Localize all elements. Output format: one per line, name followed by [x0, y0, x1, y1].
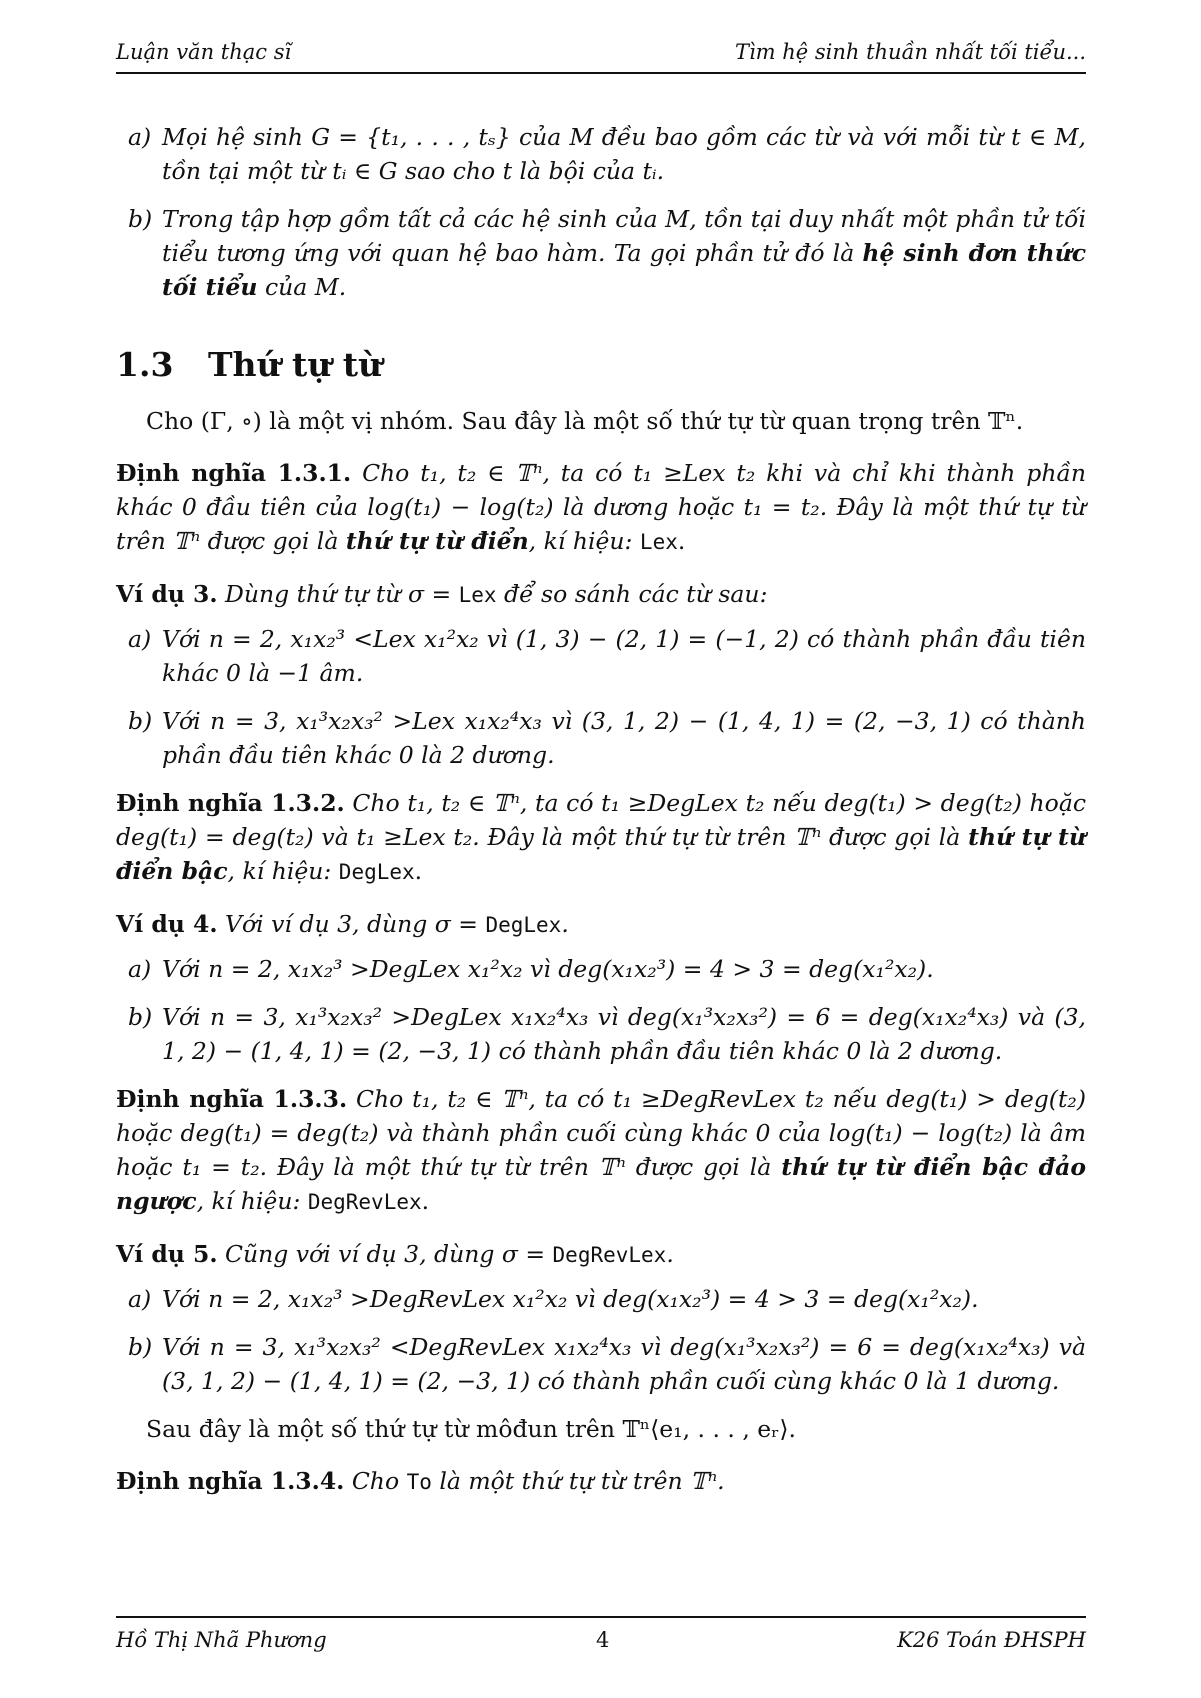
item-label: a): [128, 625, 152, 653]
section-number: 1.3: [116, 345, 174, 384]
example-head: Ví dụ 4.: [116, 910, 218, 938]
definition-head: Định nghĩa 1.3.3.: [116, 1085, 348, 1113]
definition-term: thứ tự từ điển bậc đảo ngược: [116, 1153, 1087, 1215]
definition-text-pre: Cho t₁, t₂ ∈ 𝕋ⁿ, ta có t₁ ≥DegRevLex t₂ nếu deg(t₁) > deg(t₂) hoặc deg(t₁) = deg(t₂) và thành phần cuối cùng khác 0 của log(t₁) − log(t₂) là âm hoặc t₁ = t₂. Đây là một thứ tự từ trên 𝕋ⁿ được gọi là: [116, 1085, 1087, 1181]
definition-text-pre: Cho: [344, 1467, 407, 1495]
item-text-post: của M.: [257, 273, 347, 301]
example-text-post: .: [666, 1240, 674, 1268]
example-text-post: để so sánh các từ sau:: [496, 580, 768, 608]
definition-text-pre: Cho t₁, t₂ ∈ 𝕋ⁿ, ta có t₁ ≥DegLex t₂ nếu deg(t₁) > deg(t₂) hoặc deg(t₁) = deg(t₂) và t₁ ≥Lex t₂. Đây là một thứ tự từ trên 𝕋ⁿ được gọi là: [116, 789, 1086, 851]
example-code: DegRevLex: [552, 1243, 667, 1267]
definition-text-post: , kí hiệu:: [227, 857, 339, 885]
example-text-post: .: [561, 910, 569, 938]
footer-affiliation: K26 Toán ĐHSPH: [897, 1628, 1086, 1652]
example-code: DegLex: [485, 913, 562, 937]
definition-end: .: [677, 527, 686, 555]
intro-paragraph: Cho (Γ, ∘) là một vị nhóm. Sau đây là một số thứ tự từ quan trọng trên 𝕋ⁿ.: [146, 407, 1024, 435]
item-label: a): [128, 1285, 152, 1313]
item-text: [162, 202, 1086, 304]
item-text: Mọi hệ sinh G = {t₁, . . . , tₛ} của M đều bao gồm các từ và với mỗi từ t ∈ M, tồn tại một từ tᵢ ∈ G sao cho t là bội của tᵢ.: [162, 123, 1086, 185]
item-label: b): [128, 1333, 153, 1361]
definition-head: Định nghĩa 1.3.1.: [116, 459, 352, 487]
item-text: Với n = 2, x₁x₂³ <Lex x₁²x₂ vì (1, 3) − (2, 1) = (−1, 2) có thành phần đầu tiên khác 0 là −1 âm.: [162, 625, 1086, 687]
list-item: [128, 952, 1086, 986]
definition-text-post: là một thứ tự từ trên 𝕋ⁿ.: [431, 1467, 725, 1495]
definition-term: thứ tự từ điển: [345, 527, 529, 555]
item-text-pre: Trong tập hợp gồm tất cả các hệ sinh của M, tồn tại duy nhất một phần tử tối tiểu tương ứng với quan hệ bao hàm. Ta gọi phần tử đó là: [162, 205, 1086, 267]
example-head: Ví dụ 5.: [116, 1240, 218, 1268]
definition-end: .: [414, 857, 423, 885]
list-item: [128, 1330, 1086, 1398]
footer-author: Hồ Thị Nhã Phương: [116, 1628, 327, 1652]
example-text: Dùng thứ tự từ σ =: [217, 580, 459, 608]
definition-text-pre: Cho t₁, t₂ ∈ 𝕋ⁿ, ta có t₁ ≥Lex t₂ khi và chỉ khi thành phần khác 0 đầu tiên của log(t₁) − log(t₂) là dương hoặc t₁ = t₂. Đây là một thứ tự từ trên 𝕋ⁿ được gọi là: [116, 459, 1087, 555]
list-item: [128, 1000, 1086, 1068]
item-label: b): [128, 1003, 153, 1031]
example-code: Lex: [458, 583, 497, 607]
item-label: b): [128, 205, 153, 233]
definition-end: .: [421, 1187, 430, 1215]
item-label: a): [128, 955, 152, 983]
header-left: Luận văn thạc sĩ: [116, 40, 292, 64]
page-footer: [116, 1616, 1086, 1668]
list-item: [128, 1282, 1086, 1316]
definition-code: DegLex: [338, 860, 415, 884]
example-head: Ví dụ 3.: [116, 580, 218, 608]
definition-text-post: , kí hiệu:: [196, 1187, 308, 1215]
page-header: [116, 36, 1086, 74]
page-content: [116, 120, 1086, 1517]
item-text: Với n = 3, x₁³x₂x₃² <DegRevLex x₁x₂⁴x₃ vì deg(x₁³x₂x₃²) = 6 = deg(x₁x₂⁴x₃) và (3, 1, 2) − (1, 4, 1) = (2, −3, 1) có thành phần cuối cùng khác 0 là 1 dương.: [162, 1333, 1086, 1395]
section-title: Thứ tự từ: [208, 345, 382, 384]
definition-code: To: [406, 1470, 432, 1494]
definition-3: [116, 1082, 1086, 1219]
item-text: Với n = 3, x₁³x₂x₃² >Lex x₁x₂⁴x₃ vì (3, 1, 2) − (1, 4, 1) = (2, −3, 1) có thành phần đầu tiên khác 0 là 2 dương.: [162, 707, 1086, 769]
item-text: Với n = 3, x₁³x₂x₃² >DegLex x₁x₂⁴x₃ vì deg(x₁³x₂x₃²) = 6 = deg(x₁x₂⁴x₃) và (3, 1, 2) − (1, 4, 1) = (2, −3, 1) có thành phần đầu tiên khác 0 là 2 dương.: [162, 1003, 1086, 1065]
example-4: [116, 907, 1086, 942]
definition-1: [116, 456, 1086, 559]
example-text: Với ví dụ 3, dùng σ =: [217, 910, 486, 938]
definition-code: DegRevLex: [307, 1190, 422, 1214]
module-intro: Sau đây là một số thứ tự từ môđun trên 𝕋ⁿ⟨e₁, . . . , eᵣ⟩.: [146, 1415, 797, 1443]
definition-code: Lex: [639, 530, 678, 554]
list-item: [128, 202, 1086, 304]
item-text: Với n = 2, x₁x₂³ >DegLex x₁²x₂ vì deg(x₁x₂³) = 4 > 3 = deg(x₁²x₂).: [162, 955, 934, 983]
section-heading: [116, 345, 1086, 384]
item-text: Với n = 2, x₁x₂³ >DegRevLex x₁²x₂ vì deg(x₁x₂³) = 4 > 3 = deg(x₁²x₂).: [162, 1285, 979, 1313]
definition-4: [116, 1464, 1086, 1499]
item-label: a): [128, 123, 152, 151]
definition-head: Định nghĩa 1.3.4.: [116, 1467, 345, 1495]
definition-text-post: , kí hiệu:: [528, 527, 640, 555]
term-bold: hệ sinh đơn thức tối tiểu: [162, 239, 1086, 301]
example-5: [116, 1237, 1086, 1272]
page-number: 4: [596, 1628, 610, 1652]
list-item: [128, 120, 1086, 188]
definition-head: Định nghĩa 1.3.2.: [116, 789, 345, 817]
list-item: [128, 704, 1086, 772]
definition-2: [116, 786, 1086, 889]
list-item: [128, 622, 1086, 690]
definition-term: thứ tự từ điển bậc: [116, 823, 1086, 885]
item-label: b): [128, 707, 153, 735]
example-3: [116, 577, 1086, 612]
header-right: Tìm hệ sinh thuần nhất tối tiểu...: [734, 40, 1086, 64]
example-text: Cũng với ví dụ 3, dùng σ =: [217, 1240, 553, 1268]
